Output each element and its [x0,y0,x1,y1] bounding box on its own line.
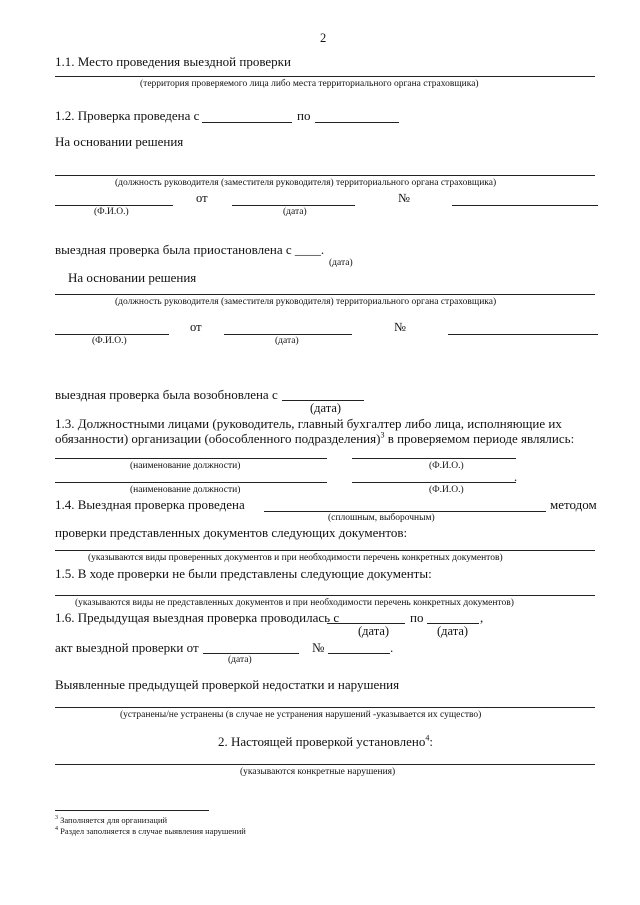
suspension-date-caption-2: (дата) [275,336,299,346]
section-1-5-title: 1.5. В ходе проверки не были представлены следующие документы: [55,566,432,581]
prev-start-date-caption: (дата) [358,624,390,638]
official-fio-caption-2: (Ф.И.О.) [429,485,464,495]
fio-field-line[interactable] [55,205,173,206]
date-caption: (дата) [283,207,307,217]
official-post-line-1[interactable] [55,458,327,459]
official-fio-caption-1: (Ф.И.О.) [429,461,464,471]
findings-caption: (устранены/не устранены (в случае не устранения нарушений -указывается их существо) [120,710,482,720]
official-fio-line-2[interactable] [352,482,516,483]
suspension-fio-line[interactable] [55,334,169,335]
section-1-2-lead: 1.2. Проверка проведена с [55,108,200,123]
checked-docs-line[interactable] [55,550,595,551]
act-lead: акт выездной проверки от [55,640,199,655]
section-1-1-title: 1.1. Место проведения выездной проверки [55,54,291,69]
section-1-6-comma: , [480,610,484,625]
official-period-mark: . [514,470,518,484]
prev-end-date-caption: (дата) [437,624,469,638]
missing-docs-caption: (указываются виды не представленных документов и при необходимости перечень конкретных документов) [75,598,514,608]
resumption-date-caption: (дата) [310,401,342,415]
resumption-text: выездная проверка была возобновлена с [55,387,278,402]
suspension-ot-label: от [190,320,202,334]
findings-text: Выявленные предыдущей проверкой недостатки и нарушения [55,677,400,692]
position-field-caption: (должность руководителя (заместителя руководителя) территориального органа страховщика) [115,178,497,188]
violations-field-line[interactable] [55,764,595,765]
section-1-3-line2: обязанности) организации (обособленного подразделения)$^3$ в проверяемом периоде являлись: [55,430,575,446]
official-post-caption-2: (наименование должности) [130,485,241,495]
violations-caption: (указываются конкретные нарушения) [240,767,396,777]
act-period: . [390,640,394,655]
findings-field-line[interactable] [55,707,595,708]
section-1-4-tail: методом [550,497,597,512]
suspension-text: выездная проверка была приостановлена с ____. [55,242,325,257]
section-2-title: 2. Настоящей проверкой установлено$^4$: [218,733,433,749]
suspension-number-line[interactable] [448,334,598,335]
page-number: 2 [320,31,327,45]
suspension-position-caption: (должность руководителя (заместителя руководителя) территориального органа страховщика) [115,297,497,307]
method-field-line[interactable] [264,511,546,512]
suspension-date-caption: (дата) [329,258,353,268]
act-number-line[interactable] [328,653,390,654]
section-1-6-po: по [410,610,424,625]
method-caption: (сплошным, выборочным) [328,513,435,523]
suspension-number-sign: № [394,320,406,334]
decision-date-line[interactable] [232,205,355,206]
suspension-position-line[interactable] [55,294,595,295]
footnote-4: $^4$ Раздел заполняется в случае выявления нарушений [55,826,246,836]
official-fio-line-1[interactable] [352,458,516,459]
official-post-caption-1: (наименование должности) [130,461,241,471]
act-date-line[interactable] [203,653,299,654]
basis-decision-label: На основании решения [55,134,184,149]
footnote-3: $^3$ Заполняется для организаций [55,815,168,825]
decision-number-line[interactable] [452,205,598,206]
section-1-4-lead: 1.4. Выездная проверка проведена [55,497,245,512]
checked-docs-caption: (указываются виды проверенных документов и при необходимости перечень конкретных документов) [88,553,503,563]
footnote-separator [55,810,209,811]
act-date-caption: (дата) [228,655,252,665]
suspension-basis-label: На основании решения [68,270,197,285]
fio-caption: (Ф.И.О.) [94,207,129,217]
position-field-line[interactable] [55,175,595,176]
act-number-sign: № [312,640,325,655]
section-1-3-line1: 1.3. Должностными лицами (руководитель, главный бухгалтер либо лица, исполняющие их [55,416,562,431]
official-post-line-2[interactable] [55,482,327,483]
section-1-2-po: по [297,108,311,123]
check-start-date-line[interactable] [202,122,292,123]
suspension-fio-caption: (Ф.И.О.) [92,336,127,346]
number-sign: № [398,191,410,205]
ot-label: от [196,191,208,205]
suspension-date-line[interactable] [224,334,352,335]
place-field-line[interactable] [55,76,595,77]
check-end-date-line[interactable] [315,122,399,123]
missing-docs-line[interactable] [55,595,595,596]
section-1-6-lead: 1.6. Предыдущая выездная проверка проводилась с [55,610,340,625]
section-1-4-line2: проверки представленных документов следующих документов: [55,525,408,540]
place-field-caption: (территория проверяемого лица либо места территориального органа страховщика) [140,79,479,89]
